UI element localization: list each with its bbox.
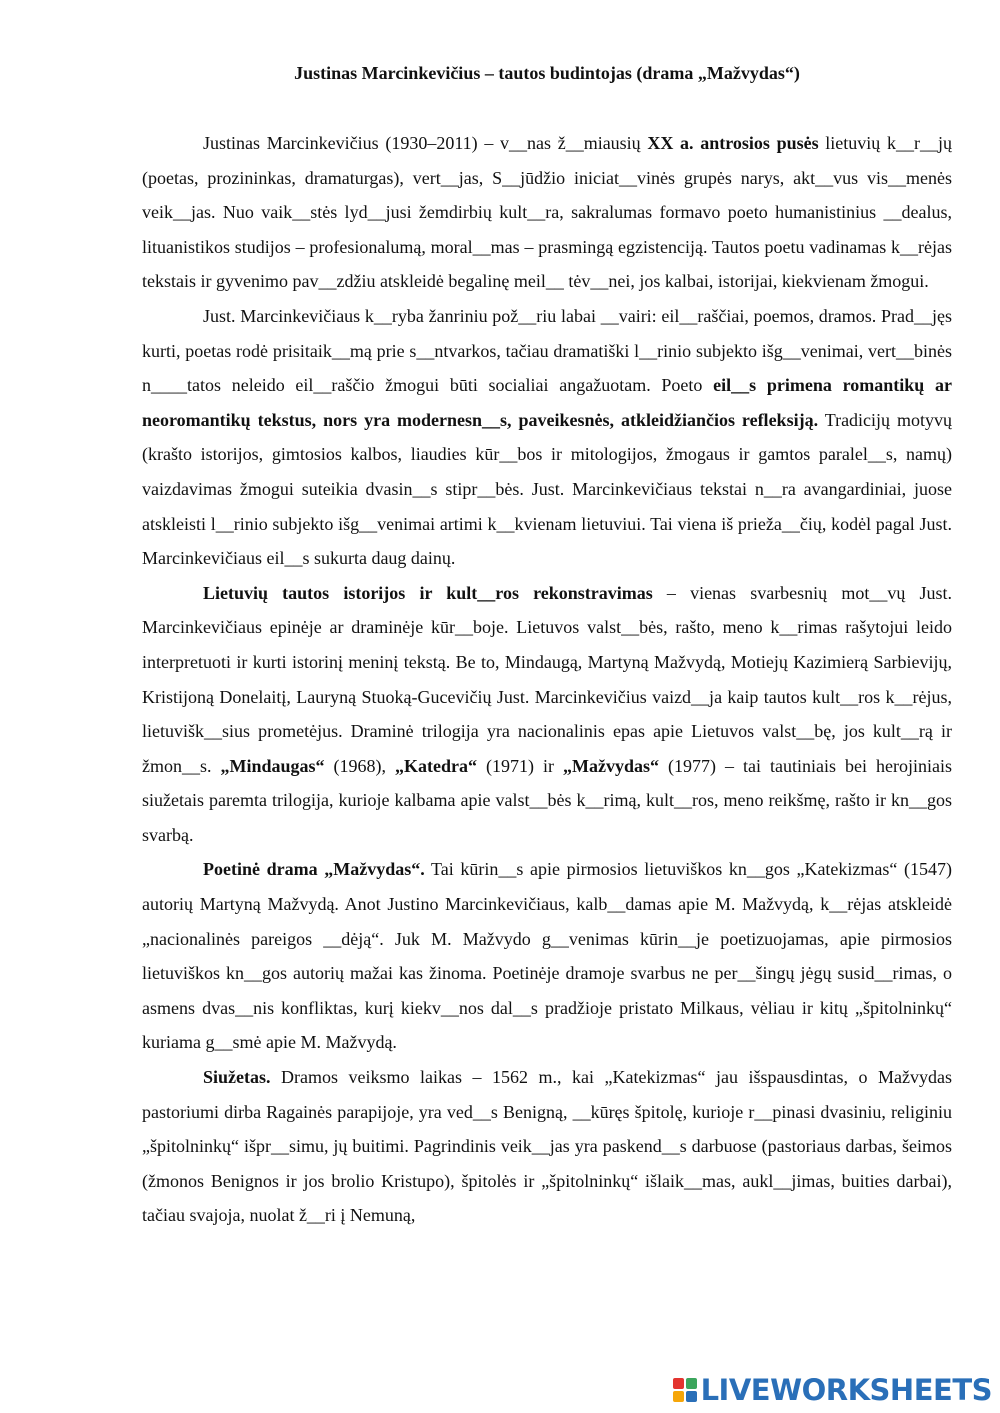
text-run: Just. Marcinkevičiaus k__ryba žanriniu pož__riu labai __vairi: eil__raščiai, poemos, dramos. Prad__jęs kurti, poetas rodė prisitaik__mą prie s__ntvarkos, tačiau dramatiški l__rinio subjekto išg__venimai, vert__binės n____tatos neleido eil__raščio žmogui būti socialiai angažuotam. Poeto	[142, 305, 952, 396]
bold-text-run: eil__s primena romantikų ar neoromantikų tekstus, nors yra modernesn__s, paveikesnės, atkleidžiančios refleksiją.	[142, 375, 952, 430]
bold-text-run: XX a. antrosios pusės	[647, 133, 819, 153]
paragraph-drama	[142, 852, 952, 1060]
bold-text-run: Lietuvių tautos istorijos ir kult__ros rekonstravimas	[203, 582, 653, 603]
text-run: Tradicijų motyvų (krašto istorijos, gimtosios kalbos, liaudies kūr__bos ir mitologijos, žmogaus ir gamtos paralel__s, namų) vaizdavimas žmogui suteikia dvasin__s stipr__bės. Just. Marcinkevičiaus tekstai n__ra avangardiniai, juose atskleisti l__rinio subjekto išg__venimai artimi k__kvienam lietuviui. Tai viena iš prieža__čių, kodėl pagal Just. Marcinkevičiaus eil__s sukurta daug dainų.	[142, 409, 953, 569]
text-run: Dramos veiksmo laikas – 1562 m., kai „Katekizmas“ jau išspausdintas, o Mažvydas pastoriumi dirba Ragainės parapijoje, yra ved__s Benigną, __kūręs špitolę, kurioje r__pinasi dvasiniu, religiniu „špitolninkų“ išpr__simu, jų buitimi. Pagrindinis veik__jas yra paskend__s darbuose (pastoriaus darbas, šeimos (žmonos Benignos ir jos brolio Kristupo), špitolės ir „špitolninkų“ išlaik__mas, aukl__jimas, buities darbai), tačiau svajoja, nuolat ž__ri į Nemuną,	[142, 1067, 952, 1226]
document-body	[142, 126, 952, 1233]
text-run: (1968),	[324, 755, 396, 776]
text-run: (1977) – tai tautiniais bei herojiniais siužetais paremta trilogija, kurioje kalbama apie valst__bės k__rimą, kult__ros, meno reikšmę, rašto ir kn__gos svarbą.	[142, 755, 952, 845]
liveworksheets-logo	[673, 1373, 992, 1407]
text-run: lietuvių k__r__jų (poetas, prozininkas, dramaturgas), vert__jas, S__jūdžio iniciat__vinės grupės narys, akt__vus vis__menės veik__jas. Nuo vaik__stės lyd__jusi žemdirbių kult__ra, sakralumas formavo poeto humanistinius __dealus, lituanistikos studijos – profesionalumą, moral__mas – prasmingą egzistenciją. Tautos poetu vadinamas k__rėjas tekstais ir gyvenimo pav__zdžiu atskleidė begalinę meil__ tėv__nei, jos kalbai, istorijai, kiekvienam žmogui.	[142, 133, 952, 292]
bold-text-run: „Mažvydas“	[563, 755, 660, 776]
bold-text-run: „Mindaugas“	[220, 755, 325, 776]
logo-text: LIVEWORKSHEETS	[700, 1373, 992, 1407]
logo-square-orange	[673, 1391, 684, 1402]
bold-text-run: Poetinė drama „Mažvydas“.	[203, 859, 425, 880]
logo-square-red	[673, 1378, 684, 1389]
text-run: – vienas svarbesnių mot__vų Just. Marcinkevičiaus epinėje ar draminėje kūr__boje. Lietuvos valst__bės, rašto, meno k__rimas rašytojui leido interpretuoti ir kurti istorinį meninį tekstą. Be to, Mindaugą, Martyną Mažvydą, Motiejų Kazimierą Sarbievijų, Kristijoną Donelaitį, Lauryną Stuoką-Gucevičių Just. Marcinkevičius vaizd__ja kaip tautos kult__ros k__rėjus, lietuvišk__sius prometėjus. Draminė trilogija yra nacionalinis epas apie Lietuvos valst__bę, jos kult__rą ir žmon__s.	[142, 582, 952, 776]
bold-text-run: „Katedra“	[395, 755, 478, 776]
text-run: Tai kūrin__s apie pirmosios lietuviškos kn__gos „Katekizmas“ (1547) autorių Martyną Mažvydą. Anot Justino Marcinkevičiaus, kalb__damas apie M. Mažvydą, k__rėjas atskleidė „nacionalinės pareigos __dėją“. Juk M. Mažvydo g__venimas kūrin__je poetizuojamas, apie pirmosios lietuviškos kn__gos autorių mažai kas žinoma. Poetinėje dramoje svarbus ne per__šingų jėgų susid__rimas, o asmens dvas__nis konfliktas, kurį kiekv__nos dal__s pradžioje pristato Milkaus, vėliau ir kitų „špitolninkų“ kuriama g__smė apie M. Mažvydą.	[142, 859, 953, 1053]
logo-square-blue	[686, 1391, 697, 1402]
paragraph-plot	[142, 1060, 952, 1233]
page-title: Justinas Marcinkevičius – tautos budintojas (drama „Mažvydas“)	[294, 63, 800, 83]
paragraph-intro	[142, 126, 952, 299]
bold-text-run: Siužetas.	[203, 1067, 271, 1088]
paragraph-creativity	[142, 299, 952, 576]
text-run: Justinas Marcinkevičius (1930–2011) – v__nas ž__miausių	[203, 133, 648, 153]
text-run: (1971) ir	[477, 755, 564, 776]
paragraph-history	[142, 576, 952, 853]
logo-mark-icon	[673, 1378, 697, 1402]
logo-square-green	[686, 1378, 697, 1389]
